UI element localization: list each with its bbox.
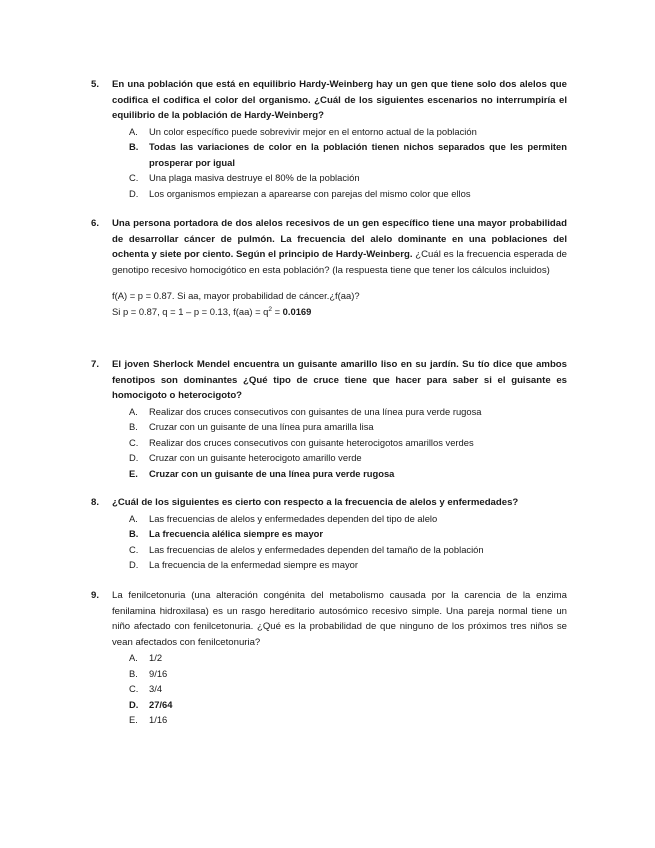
option-letter: D. (129, 187, 139, 199)
question-stem: La fenilcetonuria (una alteración congénita del metabolismo causada por la carencia de la enzima fenilamina hidroxilasa) es un rasgo hereditario autosómico recesivo simple. Una pareja normal tiene un niño afectado con fenilcetonuria. ¿Qué es la probabilidad de que ninguno de los próximos tres niños se vean afectados con fenilcetonuria? (112, 590, 567, 648)
option-list (91, 650, 567, 728)
option-letter: E. (129, 467, 138, 479)
option-text: 3/4 (149, 683, 163, 694)
question-number: 7. (91, 359, 100, 370)
calc-line-2 (112, 304, 567, 320)
question-7 (91, 357, 567, 481)
option-e (91, 712, 567, 728)
option-text: Una plaga masiva destruye el 80% de la población (149, 172, 360, 183)
option-text: Cruzar con un guisante de una línea pura amarilla lisa (149, 421, 374, 432)
calc-line-2-text: Si p = 0.87, q = 1 – p = 0.13, f(aa) = q (112, 305, 269, 317)
option-d (91, 557, 567, 573)
option-letter: B. (129, 141, 139, 152)
option-letter: E. (129, 714, 138, 725)
option-a (91, 511, 567, 527)
question-number: 8. (91, 497, 100, 508)
option-a (91, 650, 567, 666)
option-text: 1/2 (149, 652, 163, 663)
question-number: 9. (91, 590, 100, 601)
option-list (91, 511, 567, 573)
question-number: 5. (91, 79, 100, 90)
option-c (91, 435, 567, 451)
option-letter: D. (129, 698, 139, 710)
option-text: 9/16 (149, 667, 168, 679)
option-text: Las frecuencias de alelos y enfermedades dependen del tipo de alelo (149, 512, 438, 524)
option-text: Realizar dos cruces consecutivos con guisante heterocigotos amarillos verdes (149, 436, 474, 448)
option-letter: B. (129, 528, 139, 539)
option-c (91, 681, 567, 697)
option-b (91, 419, 567, 435)
option-list (91, 404, 567, 482)
option-letter: C. (129, 172, 139, 183)
option-letter: A. (129, 652, 138, 663)
option-a (91, 124, 567, 140)
question-stem: En una población que está en equilibrio Hardy-Weinberg hay un gen que tiene solo dos alelos que codifica el codifica el color del organismo. ¿Cuál de los siguientes escenarios no interrumpiría el equilibrio de la población de Hardy-Weinberg? (112, 79, 567, 121)
option-letter: D. (129, 452, 139, 463)
question-stem-tail: ¿Cuál es la frecuencia esperada de genotipo recesivo homocigótico en esta población? (la respuesta tiene que tener los cálculos incluidos) (112, 249, 568, 276)
question-stem (112, 216, 567, 278)
option-letter: B. (129, 421, 138, 432)
calc-equals: = (271, 305, 283, 317)
option-text: Cruzar con un guisante heterocigoto amarillo verde (149, 452, 362, 463)
option-b (91, 526, 567, 542)
option-c (91, 542, 567, 558)
option-text: Los organismos empiezan a aparearse con parejas del mismo color que ellos (149, 187, 471, 199)
option-text: Cruzar con un guisante de una línea pura verde rugosa (149, 467, 395, 479)
option-text: Un color específico puede sobrevivir mejor en el entorno actual de la población (149, 125, 477, 137)
option-d (91, 450, 567, 466)
option-a (91, 404, 567, 420)
option-letter: A. (129, 405, 138, 417)
option-c (91, 170, 567, 186)
option-text: Las frecuencias de alelos y enfermedades dependen del tamaño de la población (149, 543, 484, 555)
option-text: La frecuencia alélica siempre es mayor (149, 528, 324, 539)
option-letter: A. (129, 512, 138, 524)
option-text: Todas las variaciones de color en la población tienen nichos separados que les permiten prosperar por igual (149, 141, 567, 168)
question-5 (91, 77, 567, 201)
question-stem: El joven Sherlock Mendel encuentra un guisante amarillo liso en su jardín. Su tío dice que ambos fenotipos son dominantes ¿Qué tipo de cruce tiene que hacer para saber si el guisante es homocigoto o heterocigoto? (112, 359, 567, 401)
option-d (91, 186, 567, 202)
question-stem: ¿Cuál de los siguientes es cierto con respecto a la frecuencia de alelos y enfermedades? (112, 497, 519, 508)
calc-exponent: 2 (268, 305, 272, 313)
calc-result: 0.0169 (282, 305, 312, 317)
option-text: La frecuencia de la enfermedad siempre es mayor (149, 559, 358, 570)
question-8 (91, 495, 567, 573)
option-letter: D. (129, 559, 139, 570)
option-letter: B. (129, 667, 138, 679)
option-text: 27/64 (149, 698, 173, 710)
option-text: 1/16 (149, 714, 168, 725)
calculation (112, 288, 567, 319)
option-letter: C. (129, 543, 139, 555)
option-d (91, 697, 567, 713)
option-letter: C. (129, 683, 139, 694)
question-6 (91, 216, 567, 319)
option-list (91, 124, 567, 202)
question-9 (91, 588, 567, 728)
question-stem-bold: Una persona portadora de dos alelos recesivos de un gen específico tiene una mayor probabilidad de desarrollar cáncer de pulmón. La frecuencia del alelo dominante en una poblaciones del ochenta y siete por ciento. Según el principio de Hardy-Weinberg. (112, 218, 567, 260)
option-text: Realizar dos cruces consecutivos con guisantes de una línea pura verde rugosa (149, 405, 482, 417)
option-e (91, 466, 567, 482)
option-b (91, 666, 567, 682)
calc-line-1: f(A) = p = 0.87. Si aa, mayor probabilidad de cáncer.¿f(aa)? (112, 290, 360, 301)
option-b (91, 139, 567, 170)
question-number: 6. (91, 218, 100, 229)
option-letter: A. (129, 125, 138, 137)
option-letter: C. (129, 436, 139, 448)
